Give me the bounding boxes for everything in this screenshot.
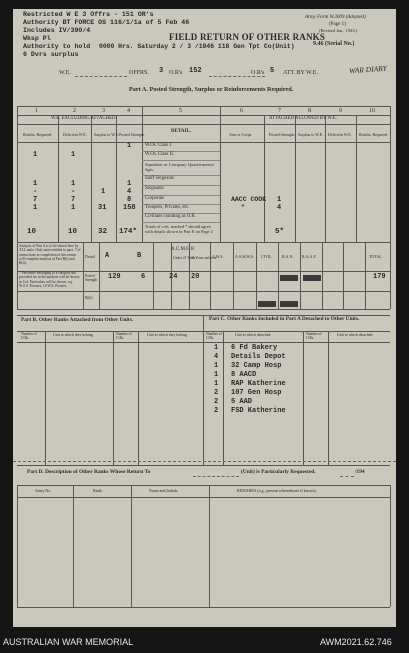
detached-count: 1: [214, 371, 219, 379]
detached-unit: 8 AACD: [231, 371, 257, 379]
drivers-line: 6 Dvrs surplus: [23, 51, 79, 58]
authority-line: Authority BT FORCE OS 116/1/1a of 5 Feb 46: [23, 19, 190, 26]
includes-line: Includes IV/390/4: [23, 27, 91, 34]
detail-head: DETAIL.: [171, 129, 192, 134]
detached-unit: 107 Gen Hosp: [231, 389, 282, 397]
analysis-under21-value: 24: [169, 273, 178, 281]
attached-allowed-head: ATTACHED ALLOWED BY W.E.: [269, 116, 337, 121]
detached-count: 1: [214, 362, 219, 370]
analysis-over21-value: 20: [191, 273, 200, 281]
deficient-cell: 7: [71, 196, 76, 204]
part-c-col-unit-2: Unit to which detached.: [337, 333, 374, 337]
detached-count: 1: [214, 380, 219, 388]
part-d-title-post: (Unit) is Particularly Requested.: [241, 469, 316, 475]
analysis-total-value: 179: [373, 273, 386, 281]
total-surplus: 32: [98, 228, 108, 236]
att-posted-cell: 4: [277, 204, 282, 212]
arm-corps-cell: ": [241, 204, 245, 211]
reinfts-cell: 1: [33, 151, 38, 159]
row-detail: W.Os. Class I.: [145, 143, 173, 148]
col-number-7: 7: [278, 108, 281, 114]
head-arm-corps: Arm or Corps.: [229, 132, 253, 137]
att-posted-cell: 1: [277, 196, 282, 204]
we-offrs-label: OFFRS.: [129, 70, 149, 76]
personnel-note: * Personnel belonging to a category not provided for in the analysis will be shown in Col. Particulars will be shown, e.g. W.S.S. Privates, 10 W.S. Pioneer.: [19, 271, 80, 288]
detached-unit: 5 AAD: [231, 398, 253, 406]
analysis-head-aws: A.W.S.: [212, 254, 224, 259]
acmf-b-head: A.C.M.F. B: [171, 247, 195, 252]
col-number-2: 2: [73, 108, 76, 114]
deficient-cell: 1: [71, 151, 76, 159]
part-b-col-unit: Unit to which they belong.: [53, 333, 94, 337]
posted-strength-cell: 8: [127, 196, 132, 204]
reinfts-cell: 1: [33, 180, 38, 188]
we-excl-attached-head: W.E. EXCLUDING ATTACHED.: [51, 116, 117, 121]
page-label: (Page 1): [329, 22, 346, 27]
row-detail: Corporals: [145, 196, 164, 201]
analysis-b-value: 6: [141, 273, 146, 281]
part-c-title: Part C. Other Ranks Included in Part A Detached to Other Units.: [209, 316, 360, 322]
col-number-9: 9: [339, 108, 342, 114]
posted-strength-cell: 1: [127, 180, 132, 188]
detached-unit: Details Depot: [231, 353, 286, 361]
total-att-posted: 5*: [275, 228, 285, 236]
head-surplus: Surplus to W.E.: [94, 132, 120, 137]
form-title: FIELD RETURN OF OTHER RANKS: [169, 32, 326, 42]
detached-unit: 32 Camp Hosp: [231, 362, 282, 370]
analysis-head-under21: Under 21 Years: [173, 256, 196, 260]
col-number-8: 8: [308, 108, 311, 114]
form-page: [13, 9, 396, 627]
detached-count: 1: [214, 344, 219, 352]
head-att-deficient: Deficient W.E.: [328, 132, 352, 137]
analysis-note: Analysis of Part A is to be shown here by ALL units. Only units entitled to para. 7 of instructions in completion of this return will complete analysis of Part B(i) and B(ii).: [19, 244, 81, 266]
detached-count: 4: [214, 353, 219, 361]
detached-count: 2: [214, 407, 219, 415]
col-number-6: 6: [240, 108, 243, 114]
row-detail: Squadron or Company Quartermaster Sgts.: [145, 162, 215, 173]
part-d-col-rank: Rank.: [93, 488, 103, 493]
redaction-block: [303, 275, 321, 281]
analysis-head-raaf: R.A.A.F.: [302, 254, 317, 259]
analysis-head-civil: CIVIL: [261, 254, 272, 259]
part-d-date: /194: [355, 469, 365, 475]
part-b-col-unit-2: Unit to which they belong.: [147, 333, 188, 337]
part-d-col-name: Name and Initials.: [149, 488, 179, 493]
redaction-block: [280, 275, 298, 281]
total-reinfts: 10: [27, 228, 37, 236]
army-form-label: Army Form W.3009 (Adopted): [305, 15, 366, 20]
row-detail: Staff Sergeants: [145, 176, 174, 181]
we-offrs-value: 3: [159, 67, 164, 75]
head-reinfts: Reinfts. Required.: [23, 132, 53, 137]
redaction-block: [280, 301, 298, 307]
head-posted: Posted Strength.: [119, 132, 146, 137]
part-b-title: Part B. Other Ranks Attached from Other Units.: [21, 317, 134, 323]
posted-strength-cell: 158: [123, 204, 136, 212]
footer-credit: AUSTRALIAN WAR MEMORIAL: [3, 637, 134, 647]
part-b-col-number: Number of O.Rs.: [21, 332, 37, 340]
col-number-1: 1: [35, 108, 38, 114]
reinfts-cell: 7: [33, 196, 38, 204]
head-att-reinfts: Reinfts. Required.: [359, 132, 389, 137]
deficient-cell: -: [71, 188, 76, 196]
redaction-block: [258, 301, 276, 307]
att-ors-label: O.R's: [251, 70, 265, 76]
part-d-col-remarks: REMARKS (e.g., present whereabouts if known).: [237, 488, 317, 493]
analysis-row-bii: B(ii): [85, 295, 93, 300]
reinfts-cell: 1: [33, 204, 38, 212]
authority-hold-line: Authority to hold: [23, 43, 91, 50]
footer-accession: AWM2021.62.746: [320, 637, 392, 647]
row-detail: Totals of cols. marked * should agree with details shown in Part E on Page 2: [145, 224, 213, 235]
we-or-value: 152: [189, 67, 202, 75]
surplus-cell: 1: [101, 188, 106, 196]
analysis-head-asmws: A.S.M.W.S.: [235, 254, 255, 259]
analysis-head-ran: R.A.N.: [282, 254, 294, 259]
reinfts-cell: -: [33, 188, 38, 196]
head-att-posted: Posted Strength.: [269, 132, 296, 137]
analysis-head-b: B: [137, 252, 142, 260]
detached-unit: 6 Fd Bakery: [231, 344, 278, 352]
col-number-5: 5: [179, 108, 182, 114]
total-posted: 174*: [119, 228, 138, 236]
detached-unit: RAP Katherine: [231, 380, 286, 388]
att-ors-value: 5: [270, 67, 275, 75]
deficient-cell: 1: [71, 204, 76, 212]
col-number-4: 4: [127, 108, 130, 114]
head-deficient: Deficient W.E.: [63, 132, 87, 137]
restricted-line: Restricted W E 3 Offrs - 151 OR's: [23, 11, 154, 18]
analysis-head-a: A: [105, 252, 110, 260]
posted-strength-cell: 4: [127, 188, 132, 196]
analysis-a-value: 129: [108, 273, 121, 281]
att-by-we-label: ATT. BY W.E.: [283, 70, 318, 76]
we-or-label: O.R's: [169, 70, 183, 76]
part-b-col-number-2: Number of O.Rs.: [116, 332, 132, 340]
revised-label: (Revised Jan., 1943.): [319, 28, 358, 33]
part-c-col-number-2: Number of O.Rs.: [306, 332, 322, 340]
part-d-col-army-no: Army No.: [35, 488, 52, 493]
col-number-10: 10: [369, 108, 375, 114]
row-detail: Sergeants: [145, 186, 164, 191]
arm-corps-cell: AACC COOK: [231, 196, 267, 203]
war-diary-handwriting: WAR DIARY: [348, 63, 388, 76]
detached-unit: FSD Katherine: [231, 407, 286, 415]
part-c-col-number: Number of O.Rs.: [206, 332, 222, 340]
analysis-head-over21: 21 Years and over: [191, 256, 217, 260]
detached-count: 2: [214, 389, 219, 397]
total-deficient: 10: [68, 228, 78, 236]
col-number-3: 3: [102, 108, 105, 114]
we-label: W.E.: [59, 70, 71, 76]
part-a-title: Part A. Posted Strength, Surplus or Reinforcements Required.: [129, 86, 294, 93]
row-detail: Troopers, Privates, etc.: [145, 205, 190, 210]
row-detail: Civilians counting as O.R.: [145, 214, 196, 219]
wksp-line: Wksp Pl: [23, 35, 51, 42]
part-d-title: Part D. Description of Other Ranks Whose Return To: [27, 469, 151, 475]
detached-count: 2: [214, 398, 219, 406]
date-unit-line: 0000 Hrs. Saturday 2 / 3 /1946 118 Gen Tpt Co(Unit): [99, 43, 295, 50]
analysis-head-detail: Detail: [85, 254, 95, 259]
analysis-head-total: TOTAL: [369, 254, 382, 259]
analysis-row-label: Posted Strength: [85, 274, 98, 282]
head-att-surplus: Surplus to W.E.: [298, 132, 324, 137]
part-c-col-unit: Unit to which detached.: [235, 333, 272, 337]
row-detail: W.Os. Class II.: [145, 152, 175, 157]
deficient-cell: 1: [71, 180, 76, 188]
serial-number: 9.46 (Serial No.): [313, 41, 355, 47]
surplus-cell: 31: [98, 204, 107, 212]
posted-strength-cell: 1: [127, 142, 132, 150]
